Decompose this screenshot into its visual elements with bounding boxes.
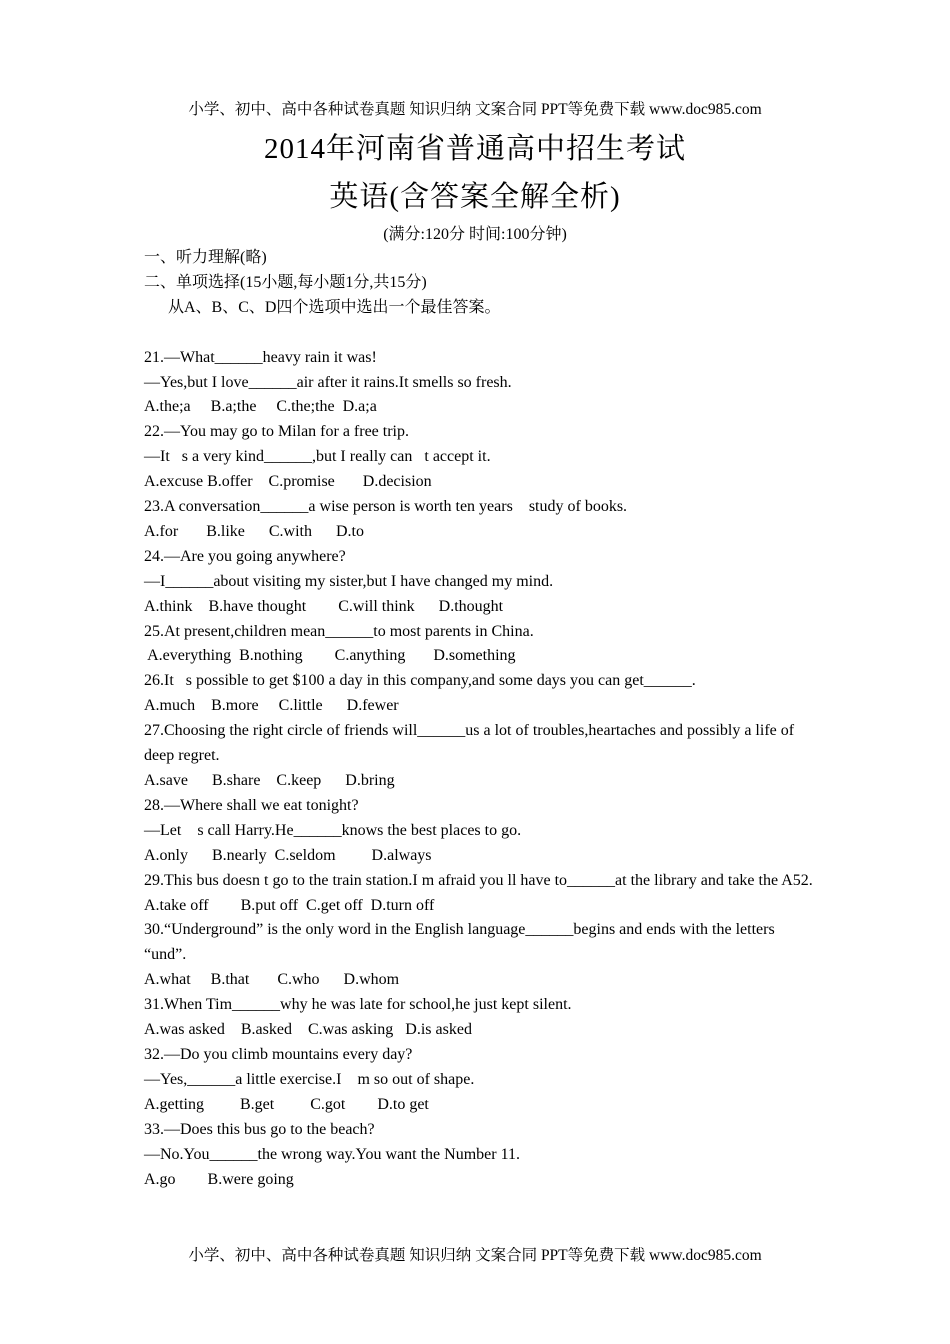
question-line: —Yes,but I love______air after it rains.It smells so fresh. <box>144 373 512 391</box>
question-line: 26.It s possible to get $100 a day in this company,and some days you can get______. <box>144 672 696 690</box>
exam-title: 2014年河南省普通高中招生考试 <box>263 133 686 165</box>
options-line: A.take off B.put off C.get off D.turn off <box>144 896 435 914</box>
question-line: 25.At present,children mean______to most parents in China. <box>144 622 534 640</box>
section-instruction: 从A、B、C、D四个选项中选出一个最佳答案。 <box>144 298 501 316</box>
options-line: A.everything B.nothing C.anything D.something <box>144 647 516 665</box>
question-line: 32.—Do you climb mountains every day? <box>144 1045 413 1063</box>
section-heading-single-choice: 二、单项选择(15小题,每小题1分,共15分) <box>144 273 427 291</box>
options-line: A.what B.that C.who D.whom <box>144 971 400 989</box>
spacer <box>144 321 814 346</box>
options-line: A.excuse B.offer C.promise D.decision <box>144 473 432 491</box>
section-heading-listening: 一、听力理解(略) <box>144 249 267 266</box>
page-header: 小学、初中、高中各种试卷真题 知识归纳 文案合同 PPT等免费下载 www.doc985.com <box>188 101 762 118</box>
exam-content <box>144 246 814 1192</box>
question-line: 30.“Underground” is the only word in the English language______begins and ends with the letters “und”. <box>144 921 775 964</box>
options-line: A.only B.nearly C.seldom D.always <box>144 846 432 864</box>
question-line: 21.—What______heavy rain it was! <box>144 348 377 366</box>
page-footer: 小学、初中、高中各种试卷真题 知识归纳 文案合同 PPT等免费下载 www.doc985.com <box>188 1247 762 1264</box>
question-line: 24.—Are you going anywhere? <box>144 547 346 565</box>
question-line: —It s a very kind______,but I really can t accept it. <box>144 448 491 466</box>
options-line: A.much B.more C.little D.fewer <box>144 697 399 715</box>
question-line: 28.—Where shall we eat tonight? <box>144 796 359 814</box>
question-line: —No.You______the wrong way.You want the Number 11. <box>144 1145 520 1163</box>
score-time-line: (满分:120分 时间:100分钟) <box>383 226 567 243</box>
question-line: 23.A conversation______a wise person is worth ten years study of books. <box>144 498 628 516</box>
options-line: A.the;a B.a;the C.the;the D.a;a <box>144 398 377 416</box>
question-line: 27.Choosing the right circle of friends will______us a lot of troubles,heartaches and possibly a life of deep regret. <box>144 722 795 765</box>
options-line: A.for B.like C.with D.to <box>144 522 364 540</box>
question-line: 22.—You may go to Milan for a free trip. <box>144 423 409 441</box>
question-line: 29.This bus doesn t go to the train station.I m afraid you ll have to______at the library and take the A52. <box>144 871 813 889</box>
options-line: A.think B.have thought C.will think D.thought <box>144 597 504 615</box>
question-line: —I______about visiting my sister,but I have changed my mind. <box>144 572 554 590</box>
options-line: A.getting B.get C.got D.to get <box>144 1095 429 1113</box>
question-line: —Yes,______a little exercise.I m so out of shape. <box>144 1070 475 1088</box>
question-line: 31.When Tim______why he was late for school,he just kept silent. <box>144 996 572 1014</box>
options-line: A.go B.were going <box>144 1170 294 1188</box>
options-line: A.save B.share C.keep D.bring <box>144 772 395 790</box>
question-line: —Let s call Harry.He______knows the best places to go. <box>144 821 522 839</box>
question-line: 33.—Does this bus go to the beach? <box>144 1120 375 1138</box>
options-line: A.was asked B.asked C.was asking D.is asked <box>144 1021 472 1039</box>
exam-subtitle: 英语(含答案全解全析) <box>329 181 621 213</box>
